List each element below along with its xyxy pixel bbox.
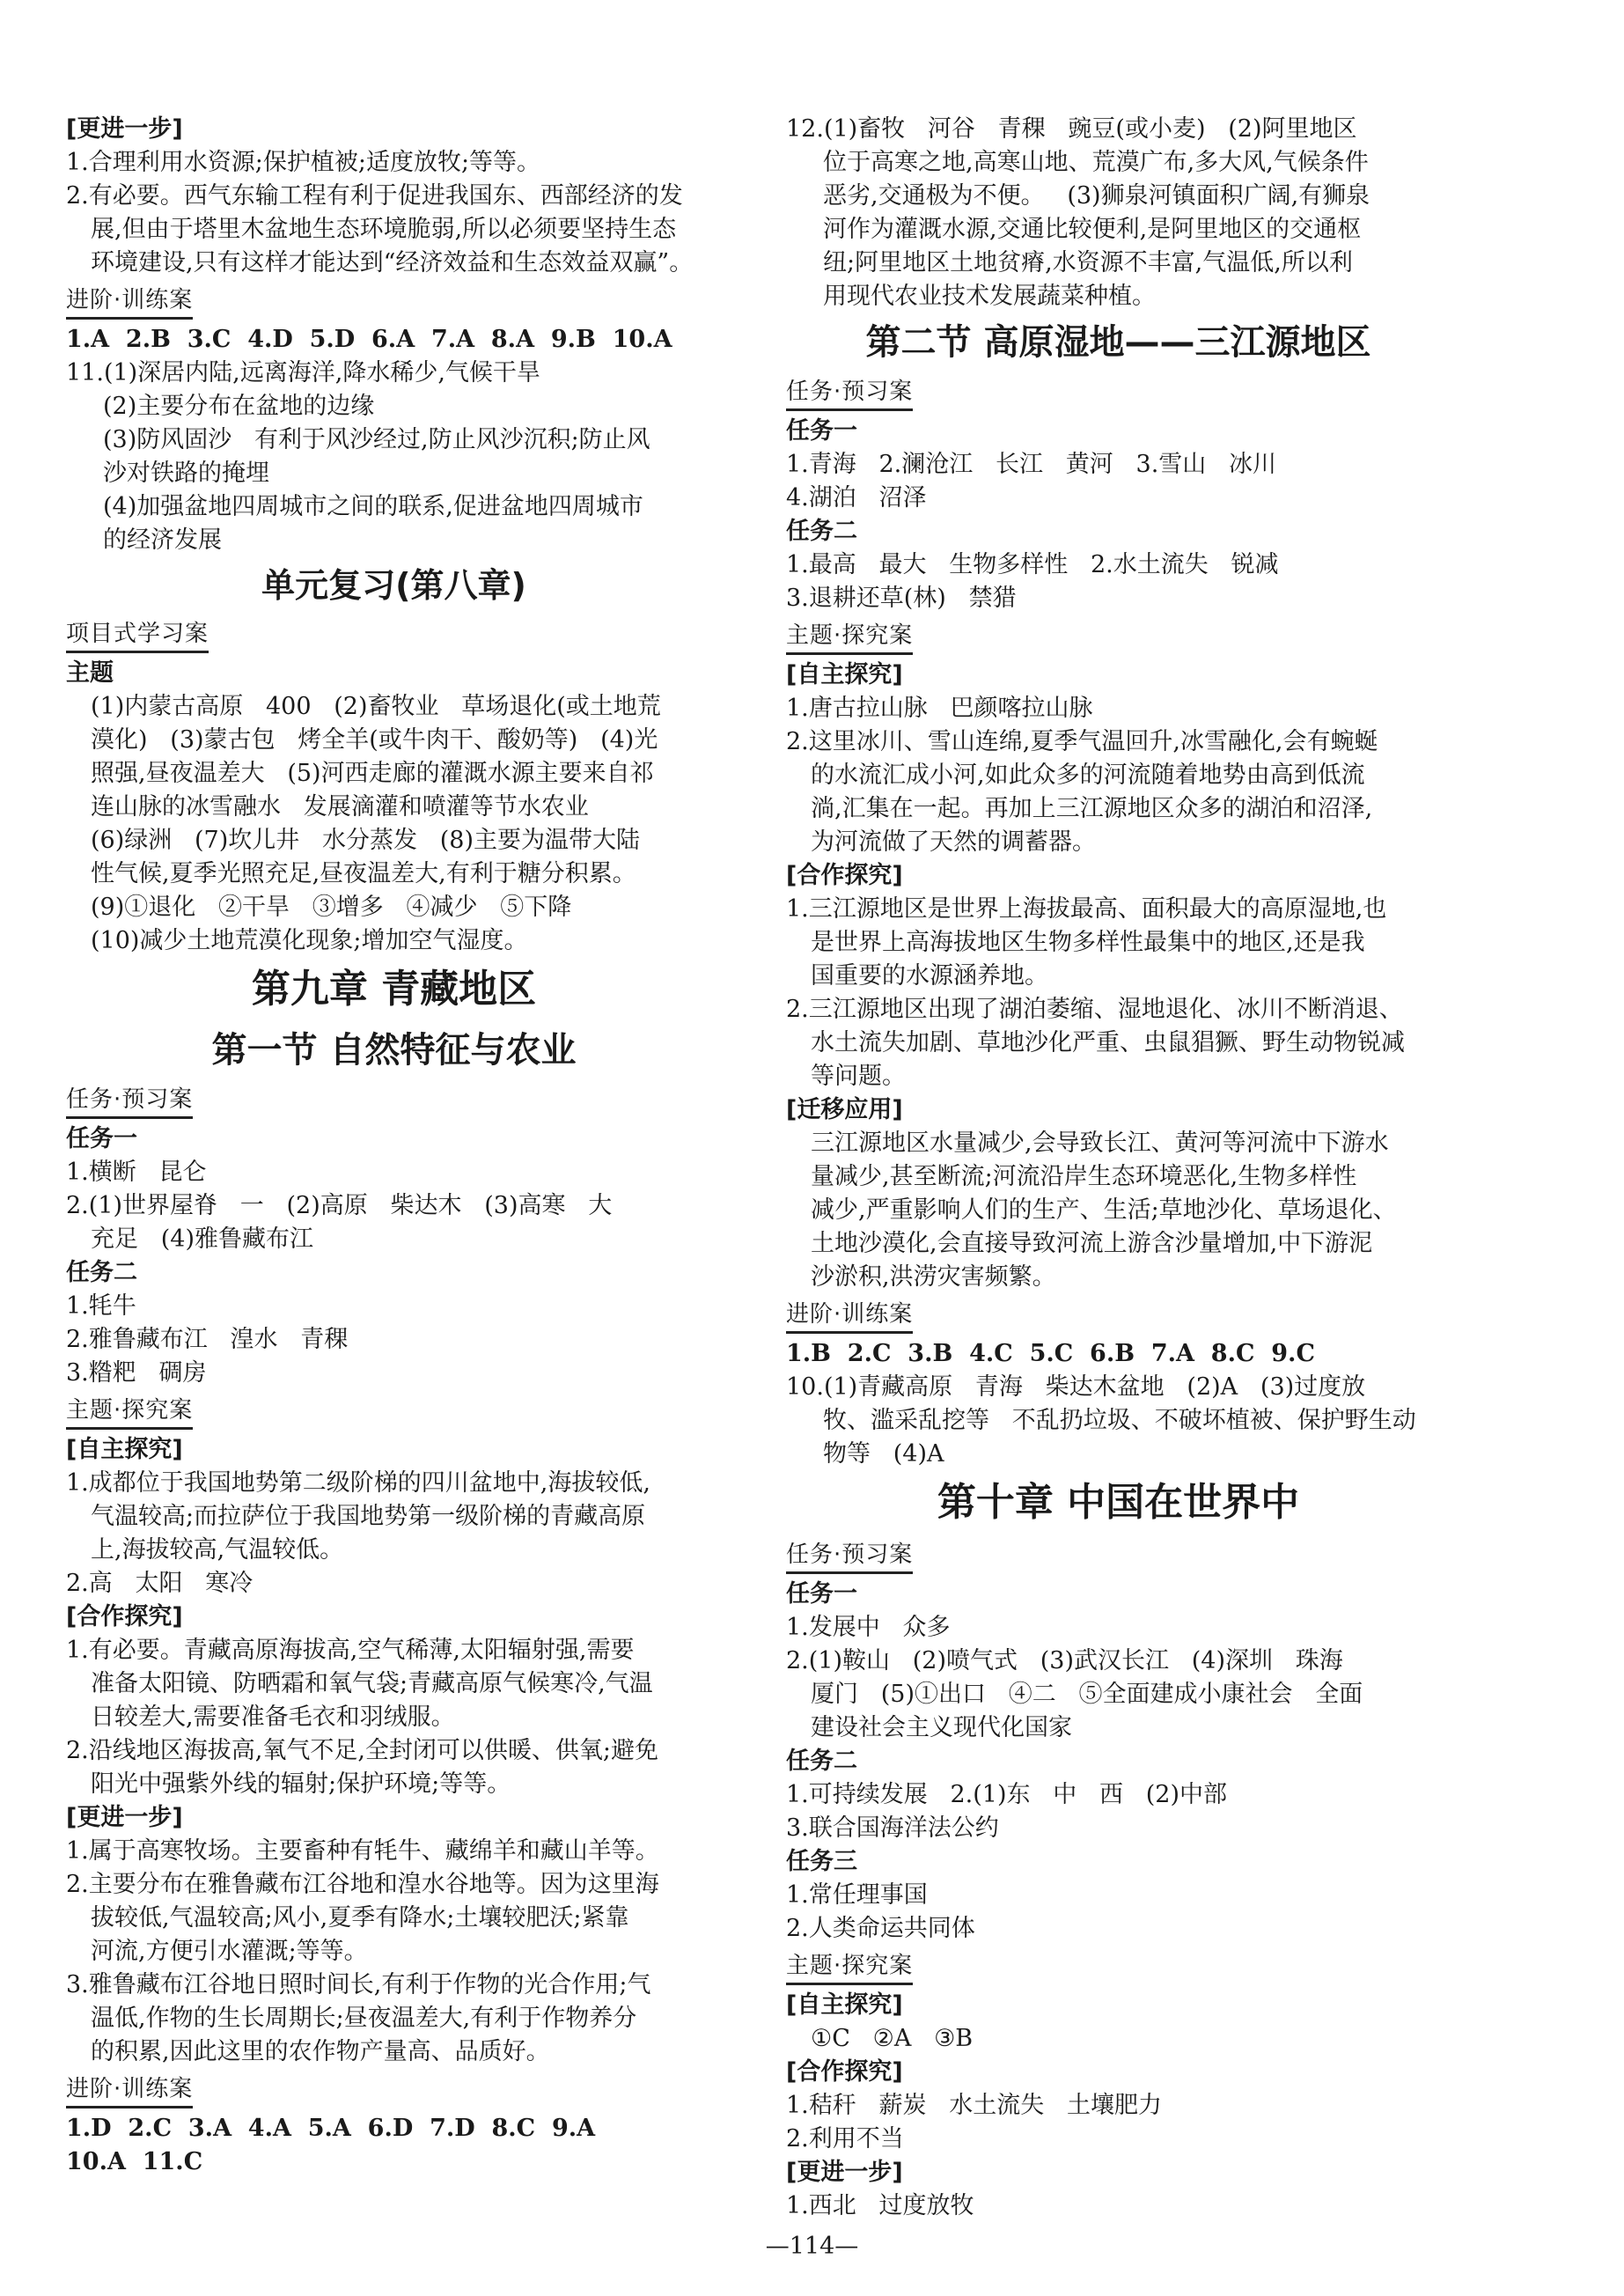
text-line: 3.联合国海洋法公约 [786,1814,999,1842]
text-line: 拔较低,气温较高;风小,夏季有降水;土壤较肥沃;紧靠 [91,1904,629,1932]
text-line: 2.利用不当 [786,2125,904,2152]
text-line: 环境建设,只有这样才能达到“经济效益和生态效益双赢”。 [91,249,694,276]
text-line: 2.雅鲁藏布江 湟水 青稞 [66,1326,349,1353]
text-line: 纽;阿里地区土地贫瘠,水资源不丰富,气温低,所以利 [823,249,1353,276]
text-line: 1.秸秆 薪炭 水土流失 土壤肥力 [786,2092,1163,2119]
section-label: [自主探究] [786,1991,903,2019]
subheading: 任务一 [66,1125,137,1152]
subheading: 任务二 [66,1259,137,1286]
section-label: [合作探究] [786,862,903,889]
answer-line: 1.B 2.C 3.B 4.C 5.C 6.B 7.A 8.C 9.C [786,1340,1315,1367]
text-line: 展,但由于塔里木盆地生态环境脆弱,所以必须要坚持生态 [91,216,677,243]
text-line: (4)加强盆地四周城市之间的联系,促进盆地四周城市 [103,493,643,520]
text-line: 1.发展中 众多 [786,1614,951,1641]
answer-line: 1.A 2.B 3.C 4.D 5.D 6.A 7.A 8.A 9.B 10.A [66,326,672,353]
block-label: 任务·预习案 [786,375,913,411]
text-line: 1.成都位于我国地势第二级阶梯的四川盆地中,海拔较低, [66,1469,650,1497]
text-line: (9)①退化 ②干旱 ③增多 ④减少 ⑤下降 [91,894,572,921]
section-label: [合作探究] [786,2058,903,2086]
text-line: 三江源地区水量减少,会导致长江、黄河等河流中下游水 [811,1130,1389,1157]
text-line: 1.可持续发展 2.(1)东 中 西 (2)中部 [786,1781,1228,1808]
text-line: 充足 (4)雅鲁藏布江 [91,1225,313,1253]
text-line: 国重要的水源涵养地。 [811,962,1048,990]
block-label: 进阶·训练案 [786,1298,913,1334]
text-line: 2.这里冰川、雪山连绵,夏季气温回升,冰雪融化,会有蜿蜒 [786,728,1378,755]
block-label: 主题·探究案 [786,619,913,655]
subheading: 任务三 [786,1848,857,1875]
text-line: 2.(1)世界屋脊 一 (2)高原 柴达木 (3)高寒 大 [66,1192,613,1219]
text-line: 为河流做了天然的调蓄器。 [811,828,1096,856]
text-line: 1.三江源地区是世界上海拔最高、面积最大的高原湿地,也 [786,895,1387,923]
text-line: ①C ②A ③B [811,2025,974,2052]
text-line: 位于高寒之地,高寒山地、荒漠广布,多大风,气候条件 [823,149,1369,176]
text-line: 漠化) (3)蒙古包 烤全羊(或牛肉干、酸奶等) (4)光 [91,726,658,754]
text-line: (2)主要分布在盆地的边缘 [103,393,375,420]
text-line: 的经济发展 [103,526,222,554]
text-line: 1.最高 最大 生物多样性 2.水土流失 锐减 [786,551,1279,578]
text-line: 3.糌粑 碉房 [66,1359,207,1387]
text-line: 连山脉的冰雪融水 发展滴灌和喷灌等节水农业 [91,793,589,821]
chapter-heading: 第十章 中国在世界中 [937,1480,1300,1525]
subheading: 任务二 [786,518,857,545]
answer-line: 10.A 11.C [66,2148,203,2175]
text-line: 上,海拔较高,气温较低。 [91,1536,344,1564]
block-label: 进阶·训练案 [66,2072,193,2108]
text-line: (6)绿洲 (7)坎儿井 水分蒸发 (8)主要为温带大陆 [91,827,640,854]
left-column [66,113,722,2179]
text-line: 日较差大,需要准备毛衣和羽绒服。 [91,1704,455,1731]
section-label: [自主探究] [786,661,903,688]
text-line: 河流,方便引水灌溉;等等。 [91,1938,368,1965]
text-line: 沙对铁路的掩埋 [103,460,269,487]
text-line: 1.唐古拉山脉 巴颜喀拉山脉 [786,695,1093,722]
text-line: 2.有必要。西气东输工程有利于促进我国东、西部经济的发 [66,182,683,210]
subheading: 任务二 [786,1748,857,1775]
text-line: 温低,作物的生长周期长;昼夜温差大,有利于作物养分 [91,2005,637,2032]
section-label: [迁移应用] [786,1096,903,1123]
text-line: 河作为灌溉水源,交通比较便利,是阿里地区的交通枢 [823,216,1362,243]
text-line: 1.合理利用水资源;保护植被;适度放牧;等等。 [66,149,541,176]
text-line: 恶劣,交通极为不便。 (3)狮泉河镇面积广阔,有狮泉 [823,182,1370,210]
block-label: 主题·探究案 [66,1394,193,1430]
text-line: 3.退耕还草(林) 禁猎 [786,585,1017,612]
block-label: 任务·预习案 [786,1538,913,1574]
section-label: [更进一步] [66,115,183,143]
text-line: 物等 (4)A [823,1440,944,1468]
text-line: 淌,汇集在一起。再加上三江源地区众多的湖泊和沼泽, [811,795,1373,822]
text-line: 2.人类命运共同体 [786,1915,975,1942]
text-line: 1.西北 过度放牧 [786,2192,974,2219]
block-label: 主题·探究案 [786,1949,913,1985]
text-line: 照强,昼夜温差大 (5)河西走廊的灌溉水源主要来自祁 [91,760,654,787]
answer-line: 1.D 2.C 3.A 4.A 5.A 6.D 7.D 8.C 9.A [66,2115,596,2142]
text-line: 1.有必要。青藏高原海拔高,空气稀薄,太阳辐射强,需要 [66,1637,635,1664]
block-label: 任务·预习案 [66,1083,193,1119]
text-line: 2.主要分布在雅鲁藏布江谷地和湟水谷地等。因为这里海 [66,1871,659,1898]
text-line: 减少,严重影响人们的生产、生活;草地沙化、草场退化、 [811,1196,1397,1224]
text-line: (3)防风固沙 有利于风沙经过,防止风沙沉积;防止风 [103,426,650,453]
section-label: [自主探究] [66,1436,183,1463]
text-line: (1)内蒙古高原 400 (2)畜牧业 草场退化(或土地荒 [91,693,661,720]
text-line: 12.(1)畜牧 河谷 青稞 豌豆(或小麦) (2)阿里地区 [786,115,1357,143]
chapter-heading: 第九章 青藏地区 [251,967,537,1012]
text-line: 3.雅鲁藏布江谷地日照时间长,有利于作物的光合作用;气 [66,1971,651,1998]
text-line: 牧、滥采乱挖等 不乱扔垃圾、不破坏植被、保护野生动 [823,1407,1416,1434]
text-line: 土地沙漠化,会直接导致河流上游含沙量增加,中下游泥 [811,1230,1373,1257]
text-line: 的积累,因此这里的农作物产量高、品质好。 [91,2038,550,2065]
text-line: 1.常任理事国 [786,1881,928,1909]
subheading: 任务一 [786,417,857,445]
right-column [786,113,1451,2223]
text-line: 建设社会主义现代化国家 [811,1714,1072,1741]
text-line: 4.湖泊 沼泽 [786,484,927,511]
text-line: 气温较高;而拉萨位于我国地势第一级阶梯的青藏高原 [91,1503,646,1530]
block-label: 进阶·训练案 [66,283,193,320]
text-line: (10)减少土地荒漠化现象;增加空气湿度。 [91,927,528,954]
text-line: 是世界上高海拔地区生物多样性最集中的地区,还是我 [811,929,1365,956]
section-heading: 第二节 高原湿地——三江源地区 [865,322,1371,363]
text-line: 准备太阳镜、防晒霜和氧气袋;青藏高原气候寒冷,气温 [91,1670,653,1697]
text-line: 厦门 (5)①出口 ④二 ⑤全面建成小康社会 全面 [811,1681,1363,1708]
text-line: 水土流失加剧、草地沙化严重、虫鼠猖獗、野生动物锐减 [811,1029,1405,1056]
text-line: 10.(1)青藏高原 青海 柴达木盆地 (2)A (3)过度放 [786,1373,1366,1401]
text-line: 2.三江源地区出现了湖泊萎缩、湿地退化、冰川不断消退、 [786,996,1403,1023]
text-line: 沙淤积,洪涝灾害频繁。 [811,1263,1056,1291]
text-line: 用现代农业技术发展蔬菜种植。 [823,283,1156,310]
text-line: 1.属于高寒牧场。主要畜种有牦牛、藏绵羊和藏山羊等。 [66,1837,659,1865]
block-label: 项目式学习案 [66,617,209,653]
text-line: 1.横断 昆仑 [66,1159,207,1186]
section-heading: 第一节 自然特征与农业 [211,1030,577,1071]
text-line: 2.高 太阳 寒冷 [66,1570,254,1597]
subheading: 主题 [66,659,114,687]
text-line: 阳光中强紫外线的辐射;保护环境;等等。 [91,1770,511,1798]
text-line: 等问题。 [811,1063,906,1090]
subheading: 任务一 [786,1580,857,1608]
text-line: 2.沿线地区海拔高,氧气不足,全封闭可以供暖、供氧;避免 [66,1737,659,1764]
text-line: 性气候,夏季光照充足,昼夜温差大,有利于糖分积累。 [91,860,636,887]
page-number: —114— [765,2233,859,2260]
section-label: [更进一步] [66,1804,183,1831]
text-line: 量减少,甚至断流;河流沿岸生态环境恶化,生物多样性 [811,1163,1357,1190]
text-line: 的水流汇成小河,如此众多的河流随着地势由高到低流 [811,762,1365,789]
text-line: 2.(1)鞍山 (2)喷气式 (3)武汉长江 (4)深圳 珠海 [786,1647,1343,1674]
text-line: 1.青海 2.澜沧江 长江 黄河 3.雪山 冰川 [786,451,1277,478]
section-label: [更进一步] [786,2159,903,2186]
unit-heading: 单元复习(第八章) [261,566,526,605]
section-label: [合作探究] [66,1603,183,1630]
text-line: 11.(1)深居内陆,远离海洋,降水稀少,气候干旱 [66,359,540,386]
text-line: 1.牦牛 [66,1292,136,1320]
